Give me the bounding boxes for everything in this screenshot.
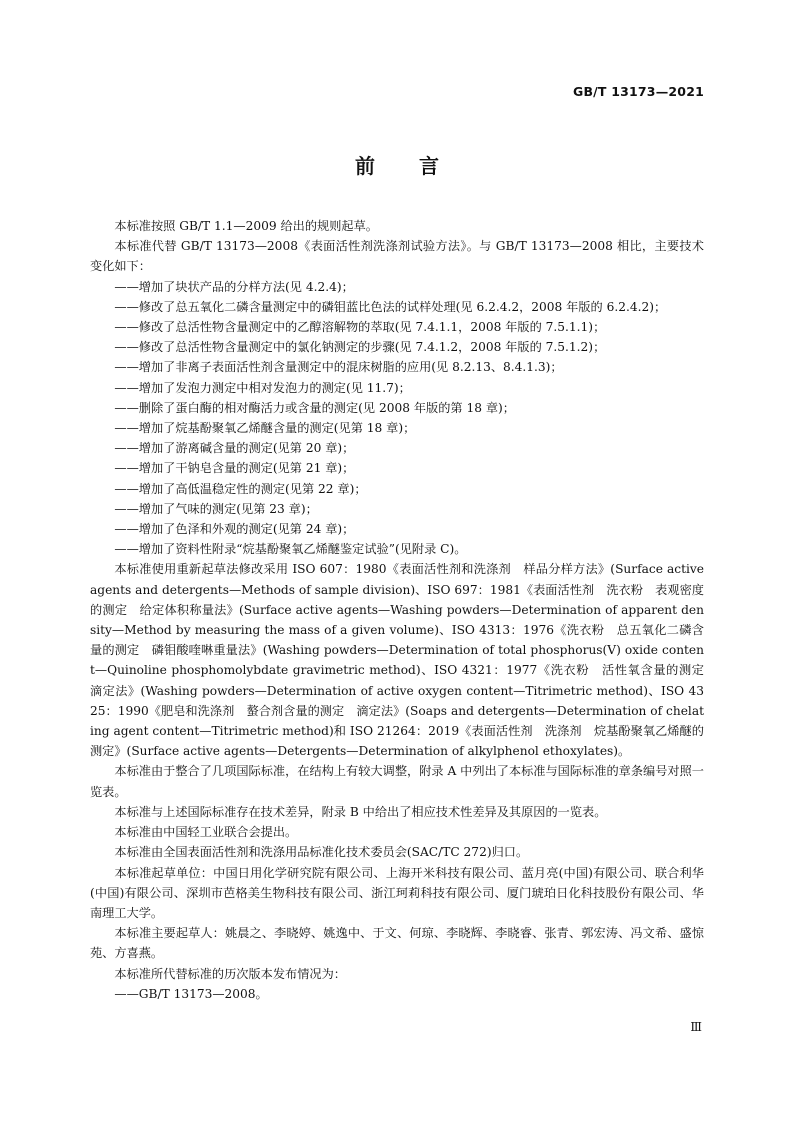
change-list-item: ——增加了块状产品的分样方法(见 4.2.4)； [114, 279, 354, 294]
standard-code: GB/T 13173—2021 [572, 84, 704, 99]
change-list-item: ——增加了发泡力测定中相对发泡力的测定(见 11.7)； [114, 380, 411, 395]
change-list-item: ——增加了游离碱含量的测定(见第 20 章)； [114, 441, 355, 456]
page-title: 前言 [355, 154, 483, 178]
change-list-item: ——增加了色泽和外观的测定(见第 24 章)； [114, 522, 355, 537]
paragraph: 本标准使用重新起草法修改采用 ISO 607：1980《表面活性剂和洗涤剂 样品分样方法》(Surface active agents and detergents—Methods of sample division)、ISO 697：1981《表面活性剂 洗衣粉 表观密度的测定 给定体积称量法》(Surface active agents—Washing powders—Determination of apparent density—Method by measuring the mass of a given volume)、ISO 4313：1976《洗衣粉 总五氧化二磷含量的测定 磷钼酸喹啉重量法》(Washing powders—Determination of total phosphorus(V) oxide content—Quinoline phosphomolybdate gravimetric method)、ISO 4321：1977《洗衣粉 活性氧含量的测定 滴定法》(Washing powders—Determination of active oxygen content—Titrimetric method)、ISO 4325：1990《肥皂和洗涤剂 螯合剂含量的测定 滴定法》(Soaps and detergents—Determination of chelating agent content—Titrimetric method)和 ISO 21264：2019《表面活性剂 洗涤剂 烷基酚聚氧乙烯醚的测定》(Surface active agents—Detergents—Determination of alkylphenol ethoxylates)。 [90, 562, 717, 759]
change-list-item: ——修改了总活性物含量测定中的乙醇溶解物的萃取(见 7.4.1.1，2008 年版的 7.5.1.1)； [114, 320, 606, 335]
paragraph: 本标准由于整合了几项国际标准，在结构上有较大调整，附录 A 中列出了本标准与国际标准的章条编号对照一览表。 [90, 764, 704, 799]
page-number: Ⅲ [690, 1020, 702, 1034]
paragraph: 本标准代替 GB/T 13173—2008《表面活性剂洗涤剂试验方法》。与 GB/T 13173—2008 相比，主要技术变化如下： [90, 239, 704, 274]
change-list-item: ——增加了高低温稳定性的测定(见第 22 章)； [114, 481, 367, 496]
change-list-item: ——删除了蛋白酶的相对酶活力或含量的测定(见 2008 年版的第 18 章)； [114, 400, 515, 415]
paragraph: 本标准由中国轻工业联合会提出。 [114, 825, 298, 840]
paragraph: 本标准起草单位：中国日用化学研究院有限公司、上海开米科技有限公司、蓝月亮(中国)有限公司、联合利华(中国)有限公司、深圳市芭格美生物科技有限公司、浙江珂莉科技有限公司、厦门琥珀日化科技股份有限公司、华南理工大学。 [90, 865, 704, 920]
paragraph: 本标准所代替标准的历次版本发布情况为： [114, 966, 346, 981]
change-list-item: ——增加了烷基酚聚氧乙烯醚含量的测定(见第 18 章)； [114, 421, 416, 436]
paragraph: 本标准主要起草人：姚晨之、李晓婷、姚逸中、于文、何琼、李晓辉、李晓睿、张青、郭宏涛、冯文希、盛惊苑、方喜燕。 [90, 926, 704, 961]
change-list-item: ——GB/T 13173—2008。 [114, 986, 268, 1001]
change-list-item: ——修改了总活性物含量测定中的氯化钠测定的步骤(见 7.4.1.2，2008 年版的 7.5.1.2)； [114, 340, 606, 355]
change-list-item: ——增加了气味的测定(见第 23 章)； [114, 501, 318, 516]
change-list-item: ——修改了总五氧化二磷含量测定中的磷钼蓝比色法的试样处理(见 6.2.4.2，2008 年版的 6.2.4.2)； [114, 299, 667, 314]
change-list-item: ——增加了非离子表面活性剂含量测定中的混床树脂的应用(见 8.2.13、8.4.1.3)； [114, 360, 563, 375]
change-list-item: ——增加了干钠皂含量的测定(见第 21 章)； [114, 461, 355, 476]
change-list-item: ——增加了资料性附录“烷基酚聚氧乙烯醚鉴定试验”(见附录 C)。 [114, 542, 467, 557]
paragraph: 本标准与上述国际标准存在技术差异，附录 B 中给出了相应技术性差异及其原因的一览表。 [114, 804, 607, 819]
paragraph: 本标准按照 GB/T 1.1—2009 给出的规则起草。 [114, 219, 378, 233]
paragraph: 本标准由全国表面活性剂和洗涤用品标准化技术委员会(SAC/TC 272)归口。 [114, 845, 529, 860]
foreword-body [90, 216, 717, 1004]
